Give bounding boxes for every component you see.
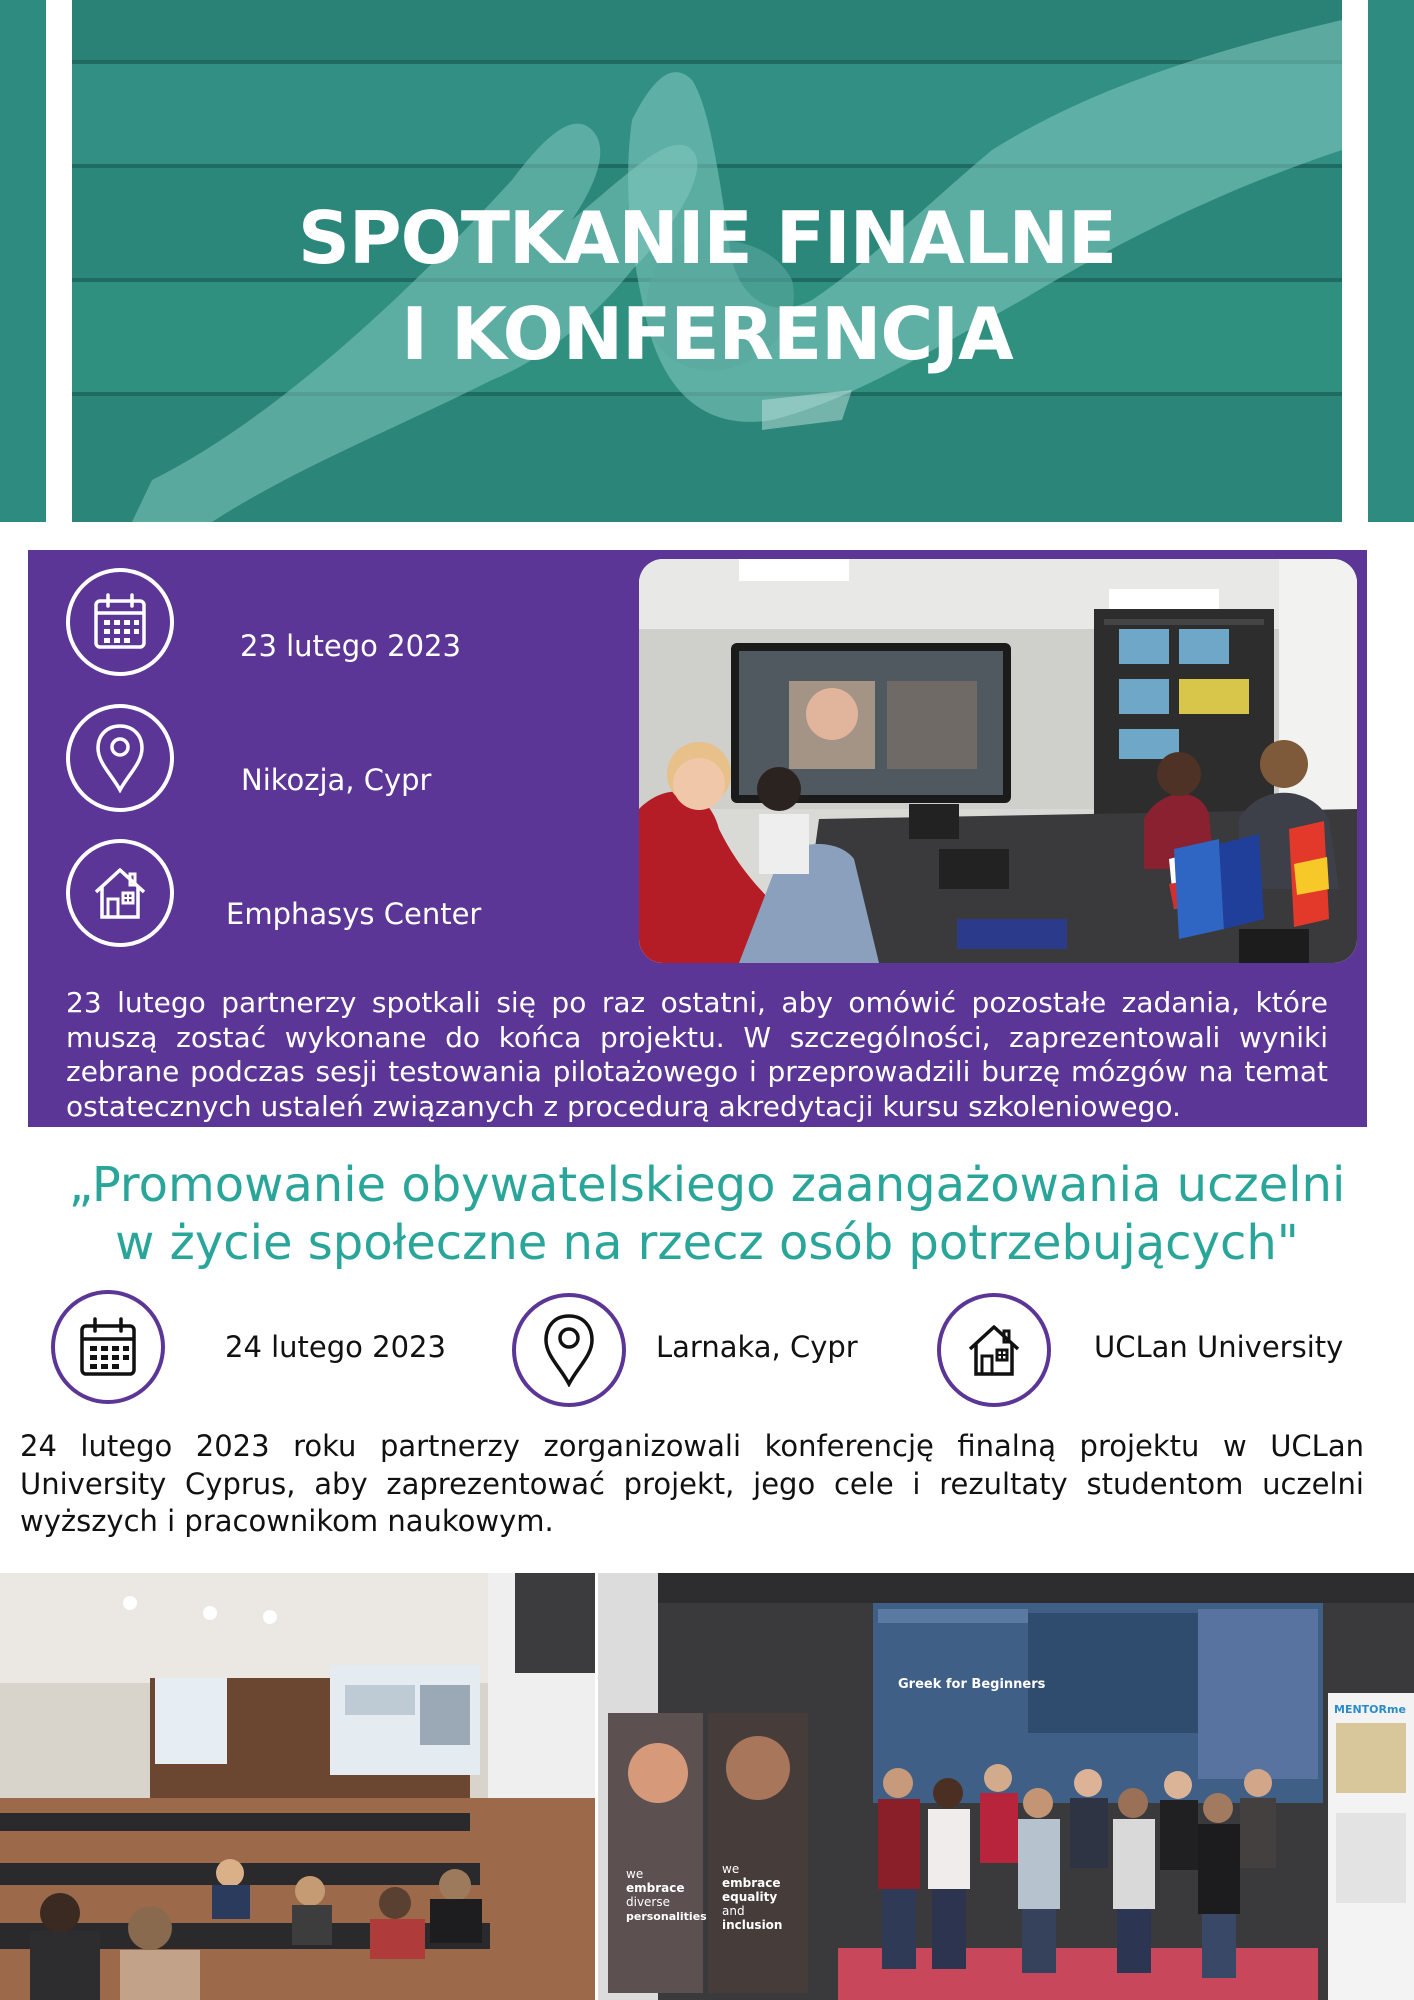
hero-right-strip bbox=[1368, 0, 1414, 522]
hero-title-line1: SPOTKANIE FINALNE bbox=[297, 196, 1117, 280]
group-photo bbox=[598, 1573, 1414, 2000]
meeting-info-panel bbox=[28, 550, 1367, 1127]
meeting-room-photo bbox=[639, 559, 1357, 963]
meeting-location: Nikozja, Cypr bbox=[241, 763, 432, 797]
banner-left-text-1: we bbox=[626, 1867, 644, 1881]
conference-location: Larnaka, Cypr bbox=[656, 1330, 858, 1364]
meeting-date: 23 lutego 2023 bbox=[240, 629, 461, 663]
conference-title-line2: w życie społeczne na rzecz osób potrzebujących" bbox=[115, 1215, 1299, 1271]
conference-date: 24 lutego 2023 bbox=[225, 1330, 446, 1364]
banner-right-text-2: embrace bbox=[722, 1876, 781, 1890]
hero-title bbox=[72, 190, 1342, 382]
calendar-icon bbox=[51, 1290, 165, 1404]
mentor-brand: MENTORme bbox=[1334, 1703, 1406, 1716]
conference-description: 24 lutego 2023 roku partnerzy zorganizowali konferencję finalną projektu w UCLan University Cyprus, aby zaprezentować projekt, jego cele i rezultaty studentom uczelni wyższych i pracownikom naukowym. bbox=[20, 1429, 1364, 1538]
banner-right-text-3: equality bbox=[722, 1890, 778, 1904]
banner-left-text-4: personalities bbox=[626, 1910, 707, 1923]
hero-left-strip bbox=[0, 0, 46, 522]
meeting-venue: Emphasys Center bbox=[226, 897, 482, 931]
calendar-icon bbox=[66, 568, 174, 676]
banner-left-text-2: embrace bbox=[626, 1881, 685, 1895]
map-pin-icon bbox=[512, 1293, 626, 1407]
banner-right-text-4: and bbox=[722, 1904, 745, 1918]
hero-title-line2: I KONFERENCJA bbox=[401, 292, 1013, 376]
house-icon bbox=[937, 1293, 1051, 1407]
house-icon bbox=[66, 839, 174, 947]
meeting-description: 23 lutego partnerzy spotkali się po raz ostatni, aby omówić pozostałe zadania, które muszą zostać wykonane do końca projektu. W szczególności, zaprezentowali wyniki zebrane podczas sesji testowania pilotażowego i przeprowadzili burzę mózgów na temat ostatecznych ustaleń związanych z procedurą akredytacji kursu szkoleniowego. bbox=[66, 986, 1328, 1123]
banner-right-text-1: we bbox=[722, 1862, 740, 1876]
conference-title-line1: „Promowanie obywatelskiego zaangażowania uczelni bbox=[68, 1157, 1346, 1213]
banner-left-text-3: diverse bbox=[626, 1895, 671, 1909]
conference-venue: UCLan University bbox=[1094, 1330, 1344, 1364]
screen-heading: Greek for Beginners bbox=[898, 1677, 1046, 1692]
conference-title bbox=[0, 1156, 1414, 1272]
lecture-hall-photo bbox=[0, 1573, 595, 2000]
map-pin-icon bbox=[66, 704, 174, 812]
banner-right-text-5: inclusion bbox=[722, 1918, 783, 1932]
hero-banner bbox=[72, 0, 1342, 522]
